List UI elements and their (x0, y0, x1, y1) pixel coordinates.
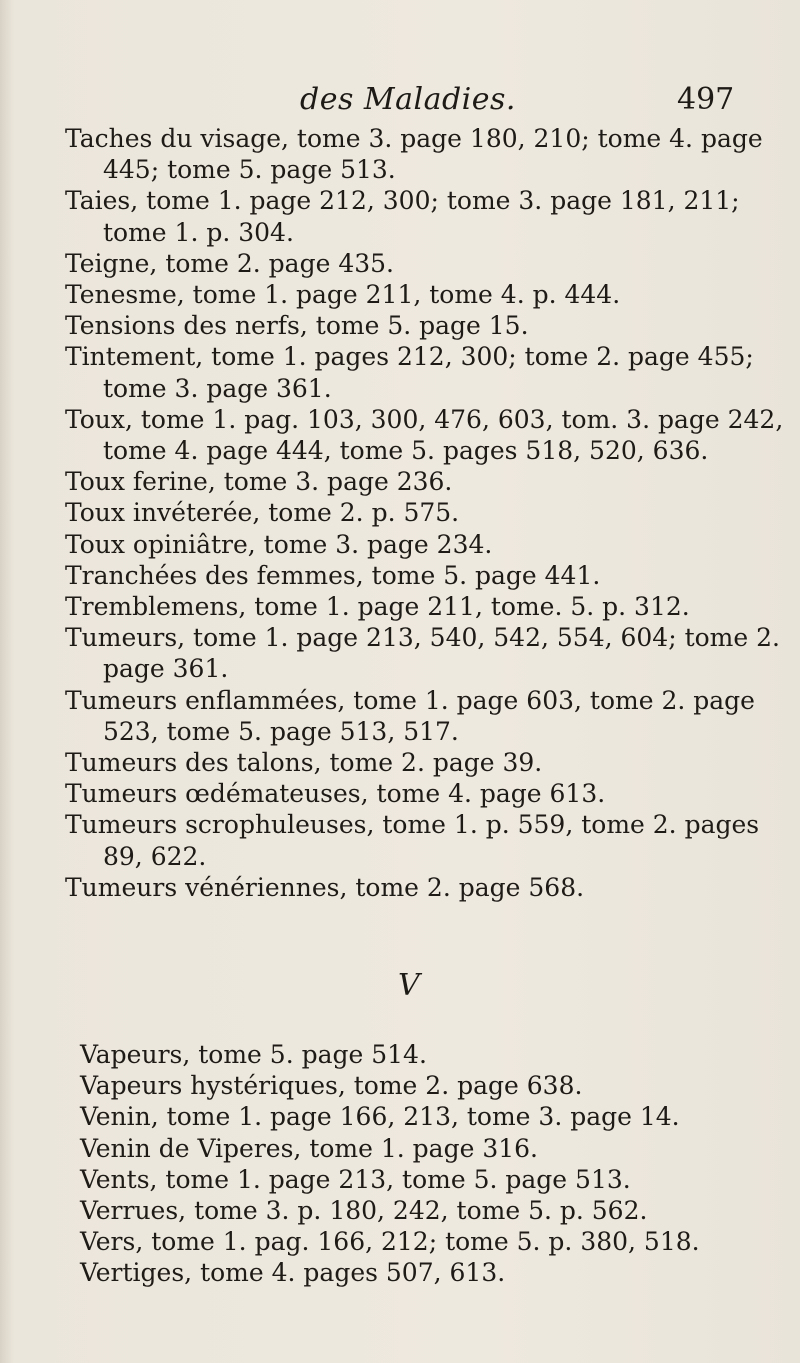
index-entry: Tenesme, tome 1. page 211, tome 4. p. 444. (65, 280, 621, 310)
index-entry: Venin de Viperes, tome 1. page 316. (80, 1133, 538, 1163)
index-entry: Toux invéterée, tome 2. p. 575. (65, 498, 460, 528)
section-letter: V (398, 968, 420, 1003)
index-entry: Vapeurs, tome 5. page 514. (80, 1040, 427, 1069)
index-entry: Tensions des nerfs, tome 5. page 15. (65, 311, 529, 341)
index-entry: Tumeurs, tome 1. page 213, 540, 542, 554, 604; tome 2. page 361. (65, 623, 780, 684)
index-entry: Teigne, tome 2. page 435. (65, 248, 394, 278)
index-entry: Tumeurs vénériennes, tome 2. page 568. (65, 872, 585, 902)
index-entry: Venin, tome 1. page 166, 213, tome 3. page 14. (80, 1102, 680, 1132)
index-entry: Tranchées des femmes, tome 5. page 441. (65, 560, 601, 590)
index-entry: Verrues, tome 3. p. 180, 242, tome 5. p. 562. (80, 1196, 648, 1226)
running-header (0, 82, 800, 122)
index-entry: Taches du visage, tome 3. page 180, 210; tome 4. page 445; tome 5. page 513. (65, 124, 763, 185)
index-entry: Tumeurs œdémateuses, tome 4. page 613. (65, 779, 606, 809)
index-entry: Tremblemens, tome 1. page 211, tome. 5. p. 312. (65, 592, 690, 622)
index-entry: Vertiges, tome 4. pages 507, 613. (80, 1258, 506, 1288)
index-section-v (80, 1039, 800, 1289)
index-entry: Toux, tome 1. pag. 103, 300, 476, 603, tom. 3. page 242, tome 4. page 444, tome 5. pages 518, 520, 636. (65, 404, 784, 466)
index-entry: Taies, tome 1. page 212, 300; tome 3. page 181, 211; tome 1. p. 304. (65, 186, 740, 247)
index-entry: Vers, tome 1. pag. 166, 212; tome 5. p. 380, 518. (80, 1227, 700, 1257)
index-entry: Tumeurs des talons, tome 2. page 39. (65, 748, 543, 778)
index-entry: Vents, tome 1. page 213, tome 5. page 513. (80, 1164, 631, 1194)
index-entry: Tintement, tome 1. pages 212, 300; tome 2. page 455; tome 3. page 361. (65, 342, 754, 403)
index-entry: Toux ferine, tome 3. page 236. (65, 467, 453, 497)
page-number: 497 (677, 82, 735, 117)
running-title: des Maladies. (300, 82, 516, 117)
index-entry: Tumeurs enflammées, tome 1. page 603, tome 2. page 523, tome 5. page 513, 517. (65, 685, 755, 746)
index-section-t (65, 123, 790, 903)
index-entry: Vapeurs hystériques, tome 2. page 638. (80, 1071, 583, 1101)
index-entry: Toux opiniâtre, tome 3. page 234. (65, 529, 493, 559)
index-entry: Tumeurs scrophuleuses, tome 1. p. 559, tome 2. pages 89, 622. (65, 810, 760, 871)
